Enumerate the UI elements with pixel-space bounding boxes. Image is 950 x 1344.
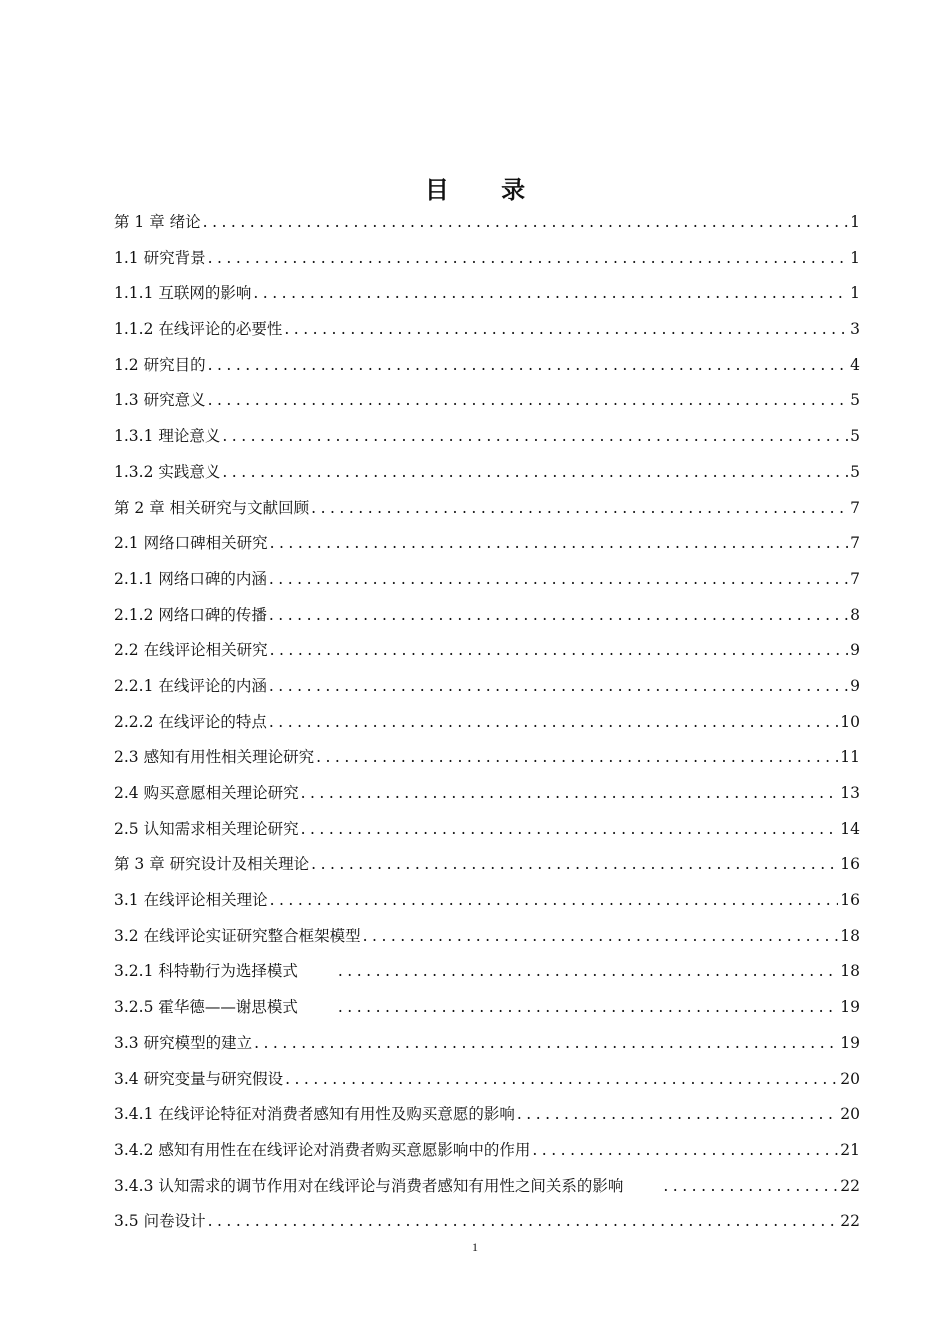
toc-entry-page: 10 — [840, 712, 860, 731]
toc-entry-label: 2.3 感知有用性相关理论研究 — [114, 748, 315, 767]
toc-entry[interactable] — [114, 954, 860, 990]
dot-leader — [208, 241, 849, 277]
toc-entry-page: 9 — [850, 676, 860, 695]
toc-entry-label: 2.2.1 在线评论的内涵 — [114, 676, 267, 695]
toc-entry-page: 5 — [850, 462, 860, 481]
dot-leader — [270, 633, 849, 669]
toc-entry-label: 第 1 章 绪论 — [114, 213, 201, 231]
toc-entry[interactable] — [114, 883, 860, 919]
toc-entry-page: 20 — [840, 1069, 860, 1088]
toc-entry[interactable] — [114, 276, 860, 312]
toc-entry[interactable] — [114, 740, 860, 776]
toc-entry-page: 21 — [840, 1140, 860, 1159]
dot-leader — [270, 526, 849, 562]
toc-entry[interactable] — [114, 312, 860, 348]
toc-entry[interactable] — [114, 1026, 860, 1062]
dot-leader — [663, 1169, 838, 1205]
toc-entry-label: 2.1 网络口碑相关研究 — [114, 534, 268, 553]
toc-entry-page: 1 — [850, 248, 860, 267]
toc-entry-page: 4 — [850, 355, 860, 374]
toc-entry-page: 18 — [840, 926, 860, 945]
toc-entry[interactable] — [114, 526, 860, 562]
table-of-contents — [114, 205, 860, 1240]
toc-entry-label: 3.4.3 认知需求的调节作用对在线评论与消费者感知有用性之间关系的影响 — [114, 1176, 624, 1195]
toc-entry-label: 2.2 在线评论相关研究 — [114, 641, 268, 660]
toc-entry[interactable] — [114, 205, 860, 241]
toc-entry-label: 2.1.1 网络口碑的内涵 — [114, 569, 267, 588]
toc-entry[interactable] — [114, 348, 860, 384]
dot-leader — [301, 776, 839, 812]
toc-entry-label: 3.4 研究变量与研究假设 — [114, 1069, 284, 1088]
toc-entry[interactable] — [114, 455, 860, 491]
toc-entry-page: 16 — [840, 891, 860, 910]
toc-entry-label: 3.2 在线评论实证研究整合框架模型 — [114, 926, 361, 945]
dot-leader — [253, 276, 848, 312]
toc-entry-page: 3 — [850, 320, 860, 339]
dot-leader — [222, 419, 848, 455]
toc-title: 目 录 — [424, 176, 548, 204]
dot-leader — [269, 669, 848, 705]
toc-entry-label: 1.3 研究意义 — [114, 391, 206, 410]
toc-entry-label: 1.1 研究背景 — [114, 248, 206, 267]
toc-entry-page: 5 — [850, 427, 860, 446]
toc-entry[interactable] — [114, 1204, 860, 1240]
toc-entry-label: 3.5 问卷设计 — [114, 1212, 206, 1231]
toc-entry-page: 19 — [840, 1033, 860, 1052]
toc-entry-page: 14 — [840, 819, 860, 838]
toc-entry-label: 3.3 研究模型的建立 — [114, 1033, 253, 1052]
toc-entry-label: 3.4.1 在线评论特征对消费者感知有用性及购买意愿的影响 — [114, 1105, 515, 1124]
dot-leader — [285, 1062, 838, 1098]
dot-leader — [222, 455, 848, 491]
toc-entry[interactable] — [114, 1169, 860, 1205]
dot-leader — [532, 1133, 838, 1169]
dot-leader — [270, 883, 839, 919]
dot-leader — [208, 383, 849, 419]
toc-entry-page: 9 — [850, 641, 860, 660]
toc-entry-label: 1.3.1 理论意义 — [114, 427, 221, 446]
dot-leader — [203, 205, 848, 241]
dot-leader — [269, 562, 848, 598]
toc-entry-label: 3.2.5 霍华德——谢思模式 — [114, 998, 298, 1017]
dot-leader — [284, 312, 848, 348]
dot-leader — [301, 812, 839, 848]
dot-leader — [208, 1204, 839, 1240]
dot-leader — [254, 1026, 838, 1062]
dot-leader — [338, 954, 838, 990]
toc-entry[interactable] — [114, 919, 860, 955]
toc-entry-label: 3.4.2 感知有用性在在线评论对消费者购买意愿影响中的作用 — [114, 1140, 531, 1159]
toc-entry-page: 22 — [840, 1176, 860, 1195]
dot-leader — [311, 847, 838, 883]
toc-entry[interactable] — [114, 598, 860, 634]
toc-entry-label: 3.2.1 科特勒行为选择模式 — [114, 962, 298, 981]
toc-entry-label: 2.2.2 在线评论的特点 — [114, 712, 267, 731]
page-number: 1 — [472, 1240, 478, 1254]
toc-entry-page: 13 — [840, 784, 860, 802]
toc-entry-page: 22 — [840, 1212, 860, 1231]
dot-leader — [269, 598, 848, 634]
toc-entry[interactable] — [114, 705, 860, 741]
toc-entry-label: 1.3.2 实践意义 — [114, 462, 221, 481]
toc-entry[interactable] — [114, 1133, 860, 1169]
toc-entry-page: 7 — [850, 569, 860, 588]
toc-entry-page: 5 — [850, 391, 860, 410]
toc-entry-label: 2.4 购买意愿相关理论研究 — [114, 784, 299, 802]
toc-entry[interactable] — [114, 1062, 860, 1098]
toc-entry[interactable] — [114, 669, 860, 705]
dot-leader — [311, 491, 848, 527]
toc-entry-label: 第 3 章 研究设计及相关理论 — [114, 855, 310, 874]
toc-entry-label: 1.1.2 在线评论的必要性 — [114, 320, 283, 339]
toc-entry-page: 18 — [840, 962, 860, 981]
toc-entry[interactable] — [114, 776, 860, 812]
toc-entry-label: 2.5 认知需求相关理论研究 — [114, 819, 299, 838]
toc-entry-page: 7 — [850, 498, 860, 517]
toc-entry[interactable] — [114, 812, 860, 848]
toc-entry[interactable] — [114, 491, 860, 527]
toc-entry-label: 1.1.1 互联网的影响 — [114, 284, 252, 303]
toc-entry-label: 2.1.2 网络口碑的传播 — [114, 605, 267, 624]
dot-leader — [269, 705, 838, 741]
toc-entry[interactable] — [114, 419, 860, 455]
toc-entry-page: 11 — [840, 748, 860, 767]
toc-entry[interactable] — [114, 383, 860, 419]
toc-entry[interactable] — [114, 562, 860, 598]
dot-leader — [363, 919, 839, 955]
toc-entry-page: 16 — [840, 855, 860, 874]
dot-leader — [316, 740, 838, 776]
toc-entry-label: 第 2 章 相关研究与文献回顾 — [114, 498, 310, 517]
toc-entry-page: 20 — [840, 1105, 860, 1124]
toc-entry[interactable] — [114, 1097, 860, 1133]
toc-entry-page: 1 — [850, 213, 860, 231]
toc-entry[interactable] — [114, 847, 860, 883]
toc-entry[interactable] — [114, 241, 860, 277]
toc-entry[interactable] — [114, 990, 860, 1026]
toc-entry-page: 1 — [850, 284, 860, 303]
toc-entry-label: 3.1 在线评论相关理论 — [114, 891, 268, 910]
toc-entry-label: 1.2 研究目的 — [114, 355, 206, 374]
toc-entry-page: 8 — [850, 605, 860, 624]
dot-leader — [208, 348, 849, 384]
toc-entry-page: 19 — [840, 998, 860, 1017]
dot-leader — [517, 1097, 838, 1133]
toc-entry[interactable] — [114, 633, 860, 669]
toc-entry-page: 7 — [850, 534, 860, 553]
dot-leader — [338, 990, 838, 1026]
